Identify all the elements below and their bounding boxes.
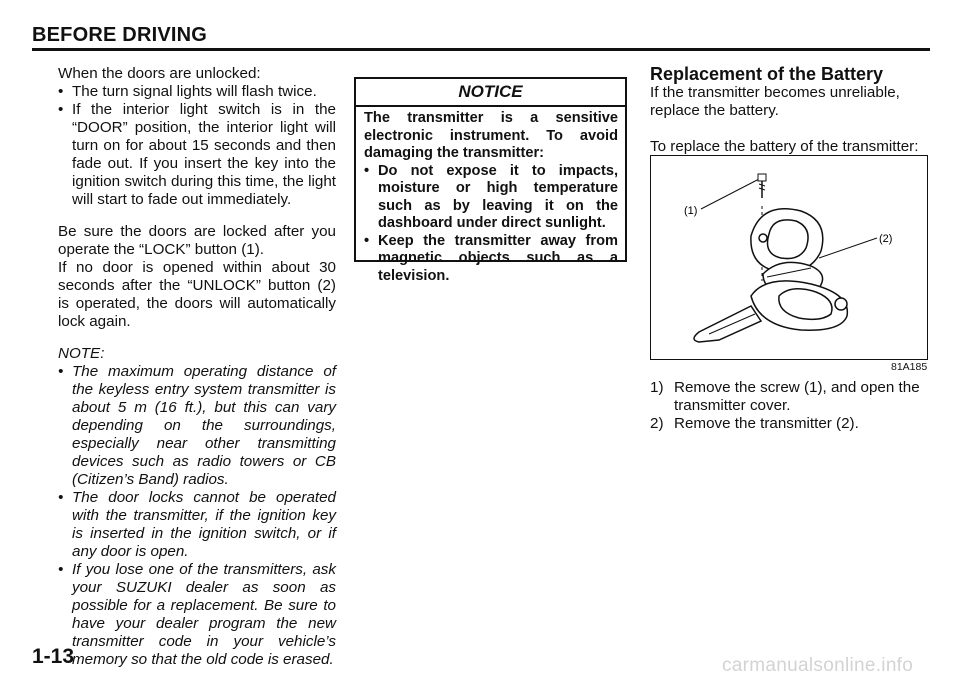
- step-number: 2): [650, 415, 664, 432]
- figure-code: 81A185: [891, 361, 928, 373]
- note-bullet-2: • The door locks cannot be operated with the transmitter, if the ignition key is inserted in the ignition switch, or if any door is open.: [58, 489, 336, 561]
- notice-text: The transmitter is a sensitive electronic instrument. To avoid damaging the transmitter:: [364, 110, 618, 161]
- battery-intro: If the transmitter becomes unreliable, replace the battery.: [650, 84, 900, 119]
- left-column: [58, 65, 336, 669]
- label-screw: (1): [684, 205, 698, 217]
- note-title: NOTE:: [58, 345, 105, 362]
- transmitter-illustration: [651, 156, 926, 358]
- notice-title: NOTICE: [356, 79, 625, 107]
- step-text: Remove the transmitter (2).: [674, 415, 859, 432]
- header-rule: [32, 48, 930, 51]
- lock-reminder: Be sure the doors are locked after you operate the “LOCK” button (1).: [58, 223, 336, 258]
- watermark: carmanualsonline.info: [722, 655, 914, 676]
- battery-steps: [650, 379, 928, 433]
- step-item: [650, 379, 928, 415]
- step-number: 1): [650, 379, 664, 396]
- unlock-bullet-1: • The turn signal lights will flash twice.: [58, 83, 336, 101]
- battery-instruction: To replace the battery of the transmitter:: [650, 138, 919, 155]
- auto-lock-text: If no door is opened within about 30 seconds after the “UNLOCK” button (2) is operated, the doors will automatically lock again.: [58, 259, 336, 330]
- step-item: [650, 415, 928, 433]
- key-illustration: [694, 281, 847, 342]
- label-transmitter: (2): [879, 233, 893, 245]
- right-column: [650, 64, 928, 156]
- step-text: Remove the screw (1), and open the transmitter cover.: [674, 379, 920, 414]
- section-title: Replacement of the Battery: [650, 64, 884, 84]
- note-bullet-3: • If you lose one of the transmitters, ask your SUZUKI dealer as soon as possible for a replacement. Be sure to have your dealer program the new transmitter code in your vehicle’s memory so that the old code is erased.: [58, 561, 336, 669]
- notice-box: [354, 77, 627, 284]
- notice-bullet-1: • Do not expose it to impacts, moisture or high temperature such as by leaving it on the dashboard under direct sunlight.: [364, 163, 618, 233]
- page-header-title: BEFORE DRIVING: [32, 24, 208, 46]
- notice-bullet-2: • Keep the transmitter away from magnetic objects such as a television.: [364, 233, 618, 286]
- unlock-bullet-2: • If the interior light switch is in the “DOOR” position, the interior light will turn on for about 15 seconds and then fade out. If you insert the key into the ignition switch during this time, the light will start to fade out immediately.: [58, 101, 336, 209]
- page-number: 1-13: [32, 645, 75, 668]
- transmitter-figure: [650, 155, 928, 360]
- note-bullet-1: • The maximum operating distance of the keyless entry system transmitter is about 5 m (16 ft.), but this can vary depending on the surroundings, especially near other transmitting devices such as radio towers or CB (Citizen’s Band) radios.: [58, 363, 336, 489]
- notice-body: [356, 107, 625, 285]
- unlock-intro: When the doors are unlocked:: [58, 65, 261, 82]
